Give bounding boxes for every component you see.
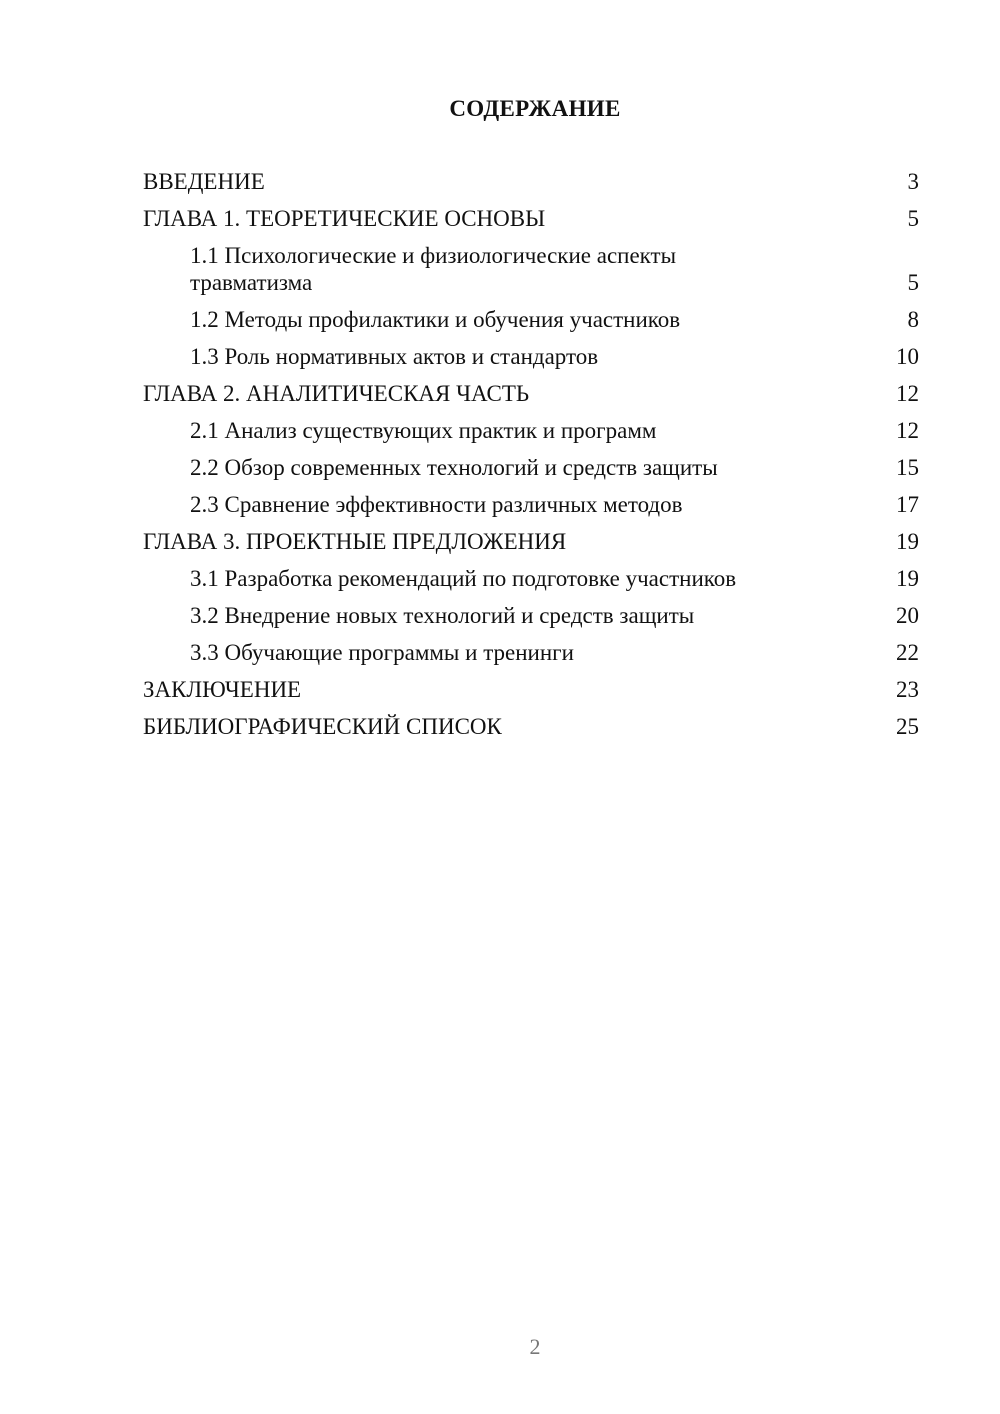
toc-entry-page: 20 [896,603,919,628]
toc-subentry [143,343,919,370]
toc-entry-page: 22 [896,640,919,665]
toc-entry-label: 1.3 Роль нормативных актов и стандартов [190,344,599,369]
toc-entry-label: 2.2 Обзор современных технологий и средств защиты [190,455,718,480]
toc-entry-page: 19 [896,529,919,554]
toc-entry-label: ГЛАВА 3. ПРОЕКТНЫЕ ПРЕДЛОЖЕНИЯ [143,529,567,554]
toc-entry-page: 12 [896,418,919,443]
toc-entry-page: 25 [896,714,919,739]
page-number: 2 [529,1334,541,1359]
toc-subentry [143,242,919,296]
toc-entry-label: БИБЛИОГРАФИЧЕСКИЙ СПИСОК [143,714,502,739]
toc-subentry [143,602,919,629]
toc-entry-page: 19 [896,566,919,591]
toc-entry [143,168,919,195]
toc-entry-label: 3.1 Разработка рекомендаций по подготовке участников [190,566,737,591]
toc-entry-label: 1.1 Психологические и физиологические аспекты травматизма [190,243,677,295]
toc-entry-label: 2.1 Анализ существующих практик и программ [190,418,657,443]
toc-entry [143,676,919,703]
toc-entry-label: ВВЕДЕНИЕ [143,169,265,194]
toc-entry-page: 12 [896,381,919,406]
toc-entry-page: 8 [907,307,919,332]
toc-entry-page: 17 [896,492,919,517]
toc-entry-page: 23 [896,677,919,702]
toc-entry-page: 10 [896,344,919,369]
toc-entry-label: 3.2 Внедрение новых технологий и средств защиты [190,603,695,628]
toc-entry-label: ГЛАВА 2. АНАЛИТИЧЕСКАЯ ЧАСТЬ [143,381,530,406]
toc-entry-label: 3.3 Обучающие программы и тренинги [190,640,574,665]
toc-subentry [143,417,919,444]
toc-entry-label: 2.3 Сравнение эффективности различных методов [190,492,683,517]
toc-entry [143,205,919,232]
toc-entry-label: 1.2 Методы профилактики и обучения участников [190,307,681,332]
toc-entry-page: 3 [907,169,919,194]
toc-entry-page: 5 [907,270,919,295]
toc-subentry [143,565,919,592]
toc-entry [143,380,919,407]
toc-subentry [143,491,919,518]
toc-entry [143,528,919,555]
toc-subentry [143,639,919,666]
toc-entry-label: ГЛАВА 1. ТЕОРЕТИЧЕСКИЕ ОСНОВЫ [143,206,546,231]
toc-entry-page: 5 [907,206,919,231]
toc-entry [143,713,919,740]
toc-entry-label: ЗАКЛЮЧЕНИЕ [143,677,302,702]
toc-subentry [143,306,919,333]
toc-entry-page: 15 [896,455,919,480]
toc-title: СОДЕРЖАНИЕ [449,96,621,121]
toc-list [143,168,919,750]
toc-subentry [143,454,919,481]
